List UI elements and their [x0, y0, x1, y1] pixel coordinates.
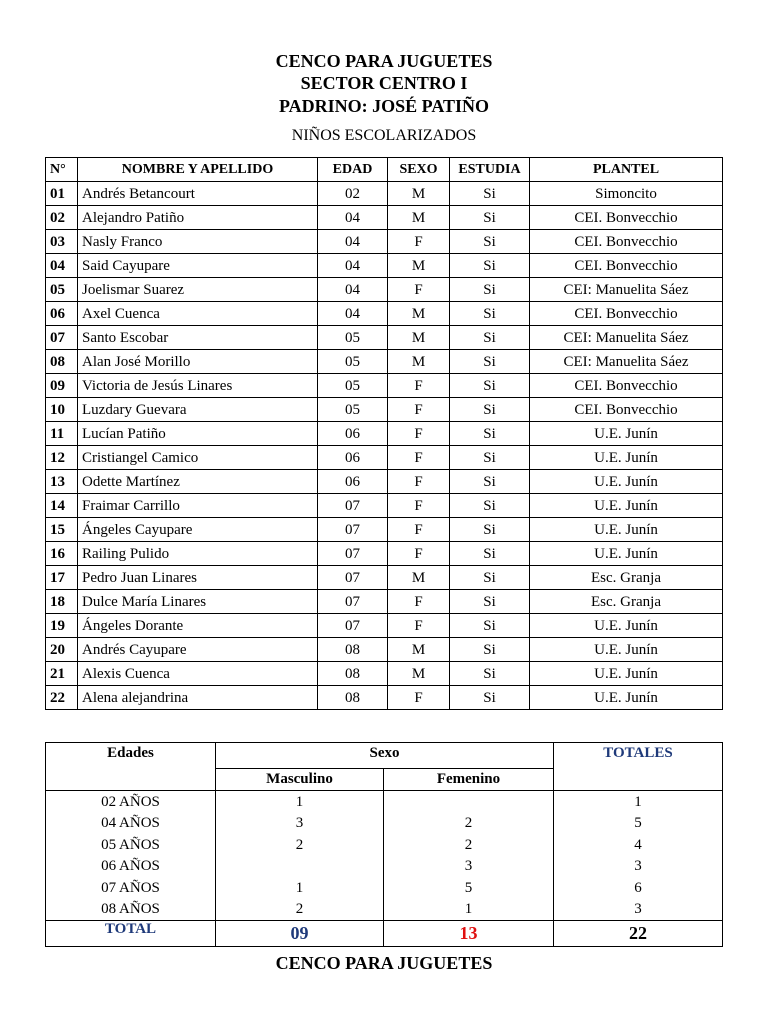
student-studies: Si — [450, 422, 530, 446]
student-age: 07 — [318, 518, 388, 542]
student-studies: Si — [450, 614, 530, 638]
col-header-name: NOMBRE Y APELLIDO — [78, 158, 318, 182]
col-header-studies: ESTUDIA — [450, 158, 530, 182]
student-studies: Si — [450, 542, 530, 566]
row-number: 15 — [46, 518, 78, 542]
row-number: 19 — [46, 614, 78, 638]
student-age: 02 — [318, 182, 388, 206]
summary-header-sex: Sexo — [216, 743, 554, 769]
summary-header-female: Femenino — [384, 769, 554, 791]
student-age: 05 — [318, 374, 388, 398]
total-label: TOTAL — [46, 921, 216, 947]
table-row — [46, 542, 723, 566]
student-school: U.E. Junín — [530, 518, 723, 542]
row-number: 13 — [46, 470, 78, 494]
table-row — [46, 302, 723, 326]
summary-row — [46, 899, 723, 921]
student-age: 06 — [318, 422, 388, 446]
student-school: U.E. Junín — [530, 422, 723, 446]
table-row — [46, 326, 723, 350]
row-number: 11 — [46, 422, 78, 446]
table-row — [46, 446, 723, 470]
summary-header-ages: Edades — [46, 743, 216, 791]
student-studies: Si — [450, 326, 530, 350]
age-group: 07 AÑOS — [46, 877, 216, 899]
student-studies: Si — [450, 398, 530, 422]
male-count: 1 — [216, 791, 384, 813]
student-name: Pedro Juan Linares — [78, 566, 318, 590]
age-group: 06 AÑOS — [46, 856, 216, 878]
student-age: 04 — [318, 206, 388, 230]
row-number: 22 — [46, 686, 78, 710]
summary-row — [46, 813, 723, 835]
student-age: 04 — [318, 302, 388, 326]
age-total: 3 — [554, 856, 723, 878]
student-name: Andrés Betancourt — [78, 182, 318, 206]
student-name: Alexis Cuenca — [78, 662, 318, 686]
student-studies: Si — [450, 446, 530, 470]
row-number: 08 — [46, 350, 78, 374]
table-row — [46, 350, 723, 374]
student-name: Nasly Franco — [78, 230, 318, 254]
table-row — [46, 278, 723, 302]
age-total: 1 — [554, 791, 723, 813]
student-school: U.E. Junín — [530, 614, 723, 638]
student-age: 05 — [318, 350, 388, 374]
table-row — [46, 254, 723, 278]
student-name: Santo Escobar — [78, 326, 318, 350]
student-school: U.E. Junín — [530, 662, 723, 686]
row-number: 07 — [46, 326, 78, 350]
row-number: 20 — [46, 638, 78, 662]
student-studies: Si — [450, 518, 530, 542]
student-sex: F — [388, 446, 450, 470]
student-studies: Si — [450, 182, 530, 206]
row-number: 03 — [46, 230, 78, 254]
student-school: Esc. Granja — [530, 566, 723, 590]
male-count — [216, 856, 384, 878]
student-name: Ángeles Dorante — [78, 614, 318, 638]
table-row — [46, 590, 723, 614]
table-row — [46, 686, 723, 710]
age-group: 05 AÑOS — [46, 834, 216, 856]
student-age: 05 — [318, 398, 388, 422]
student-name: Luzdary Guevara — [78, 398, 318, 422]
age-total: 6 — [554, 877, 723, 899]
student-sex: F — [388, 494, 450, 518]
student-sex: M — [388, 254, 450, 278]
row-number: 10 — [46, 398, 78, 422]
student-sex: F — [388, 230, 450, 254]
table-row — [46, 206, 723, 230]
student-sex: F — [388, 422, 450, 446]
student-name: Andrés Cayupare — [78, 638, 318, 662]
students-table — [45, 157, 723, 710]
student-school: CEI. Bonvecchio — [530, 374, 723, 398]
student-school: CEI. Bonvecchio — [530, 398, 723, 422]
total-female: 13 — [384, 921, 554, 947]
student-name: Axel Cuenca — [78, 302, 318, 326]
student-age: 04 — [318, 254, 388, 278]
male-count: 1 — [216, 877, 384, 899]
student-sex: F — [388, 518, 450, 542]
table-row — [46, 182, 723, 206]
summary-header-totals: TOTALES — [554, 743, 723, 791]
student-age: 07 — [318, 614, 388, 638]
student-age: 08 — [318, 638, 388, 662]
row-number: 05 — [46, 278, 78, 302]
student-school: CEI: Manuelita Sáez — [530, 278, 723, 302]
student-school: U.E. Junín — [530, 542, 723, 566]
student-sex: F — [388, 590, 450, 614]
summary-header-male: Masculino — [216, 769, 384, 791]
row-number: 01 — [46, 182, 78, 206]
col-header-sex: SEXO — [388, 158, 450, 182]
sector-title: SECTOR CENTRO I — [300, 73, 468, 93]
student-age: 06 — [318, 470, 388, 494]
row-number: 04 — [46, 254, 78, 278]
student-sex: M — [388, 182, 450, 206]
student-studies: Si — [450, 350, 530, 374]
summary-row — [46, 791, 723, 813]
age-total: 4 — [554, 834, 723, 856]
row-number: 02 — [46, 206, 78, 230]
table-row — [46, 662, 723, 686]
student-name: Dulce María Linares — [78, 590, 318, 614]
male-count: 2 — [216, 899, 384, 921]
student-sex: F — [388, 374, 450, 398]
student-age: 05 — [318, 326, 388, 350]
student-school: U.E. Junín — [530, 494, 723, 518]
row-number: 06 — [46, 302, 78, 326]
age-total: 5 — [554, 813, 723, 835]
table-row — [46, 422, 723, 446]
student-name: Alan José Morillo — [78, 350, 318, 374]
student-school: U.E. Junín — [530, 446, 723, 470]
row-number: 21 — [46, 662, 78, 686]
student-studies: Si — [450, 590, 530, 614]
table-row — [46, 518, 723, 542]
student-sex: M — [388, 566, 450, 590]
student-sex: M — [388, 662, 450, 686]
padrino-title: PADRINO: JOSÉ PATIÑO — [278, 96, 489, 116]
student-name: Victoria de Jesús Linares — [78, 374, 318, 398]
student-studies: Si — [450, 278, 530, 302]
student-name: Said Cayupare — [78, 254, 318, 278]
student-school: CEI. Bonvecchio — [530, 254, 723, 278]
student-sex: F — [388, 470, 450, 494]
table-row — [46, 638, 723, 662]
table-row — [46, 470, 723, 494]
student-name: Railing Pulido — [78, 542, 318, 566]
student-name: Joelismar Suarez — [78, 278, 318, 302]
section-subtitle: NIÑOS ESCOLARIZADOS — [291, 127, 477, 144]
table-row — [46, 398, 723, 422]
student-age: 06 — [318, 446, 388, 470]
student-school: CEI: Manuelita Sáez — [530, 326, 723, 350]
student-name: Cristiangel Camico — [78, 446, 318, 470]
col-header-school: PLANTEL — [530, 158, 723, 182]
student-sex: F — [388, 278, 450, 302]
row-number: 17 — [46, 566, 78, 590]
row-number: 18 — [46, 590, 78, 614]
row-number: 14 — [46, 494, 78, 518]
col-header-age: EDAD — [318, 158, 388, 182]
student-sex: F — [388, 686, 450, 710]
student-studies: Si — [450, 206, 530, 230]
female-count: 5 — [384, 877, 554, 899]
student-school: U.E. Junín — [530, 470, 723, 494]
footer-title: CENCO PARA JUGUETES — [275, 953, 493, 973]
student-school: CEI. Bonvecchio — [530, 230, 723, 254]
student-sex: M — [388, 302, 450, 326]
student-name: Lucían Patiño — [78, 422, 318, 446]
student-age: 07 — [318, 590, 388, 614]
student-sex: M — [388, 638, 450, 662]
student-studies: Si — [450, 254, 530, 278]
male-count: 2 — [216, 834, 384, 856]
age-group: 02 AÑOS — [46, 791, 216, 813]
student-studies: Si — [450, 302, 530, 326]
female-count — [384, 791, 554, 813]
male-count: 3 — [216, 813, 384, 835]
summary-total-row — [46, 921, 723, 947]
student-studies: Si — [450, 230, 530, 254]
student-studies: Si — [450, 494, 530, 518]
female-count: 3 — [384, 856, 554, 878]
student-school: U.E. Junín — [530, 686, 723, 710]
table-row — [46, 614, 723, 638]
student-age: 07 — [318, 542, 388, 566]
summary-row — [46, 877, 723, 899]
student-name: Odette Martínez — [78, 470, 318, 494]
table-row — [46, 230, 723, 254]
table-row — [46, 494, 723, 518]
age-group: 04 AÑOS — [46, 813, 216, 835]
row-number: 16 — [46, 542, 78, 566]
age-total: 3 — [554, 899, 723, 921]
student-school: CEI. Bonvecchio — [530, 302, 723, 326]
summary-row — [46, 856, 723, 878]
student-name: Ángeles Cayupare — [78, 518, 318, 542]
student-studies: Si — [450, 374, 530, 398]
student-sex: M — [388, 206, 450, 230]
female-count: 2 — [384, 813, 554, 835]
student-studies: Si — [450, 662, 530, 686]
student-studies: Si — [450, 470, 530, 494]
total-all: 22 — [554, 921, 723, 947]
student-name: Alena alejandrina — [78, 686, 318, 710]
student-studies: Si — [450, 686, 530, 710]
student-age: 07 — [318, 494, 388, 518]
row-number: 12 — [46, 446, 78, 470]
student-age: 07 — [318, 566, 388, 590]
col-header-number: N° — [46, 158, 78, 182]
student-school: CEI. Bonvecchio — [530, 206, 723, 230]
student-sex: F — [388, 542, 450, 566]
student-studies: Si — [450, 638, 530, 662]
student-age: 04 — [318, 278, 388, 302]
total-male: 09 — [216, 921, 384, 947]
table-row — [46, 374, 723, 398]
age-group: 08 AÑOS — [46, 899, 216, 921]
student-sex: F — [388, 614, 450, 638]
student-school: Esc. Granja — [530, 590, 723, 614]
student-age: 08 — [318, 686, 388, 710]
students-header-row — [46, 158, 723, 182]
student-sex: F — [388, 398, 450, 422]
student-school: U.E. Junín — [530, 638, 723, 662]
student-school: CEI: Manuelita Sáez — [530, 350, 723, 374]
student-age: 04 — [318, 230, 388, 254]
student-studies: Si — [450, 566, 530, 590]
summary-row — [46, 834, 723, 856]
student-school: Simoncito — [530, 182, 723, 206]
document-title: CENCO PARA JUGUETES — [275, 51, 493, 71]
female-count: 2 — [384, 834, 554, 856]
student-name: Fraimar Carrillo — [78, 494, 318, 518]
student-name: Alejandro Patiño — [78, 206, 318, 230]
row-number: 09 — [46, 374, 78, 398]
female-count: 1 — [384, 899, 554, 921]
student-sex: M — [388, 326, 450, 350]
student-age: 08 — [318, 662, 388, 686]
table-row — [46, 566, 723, 590]
summary-table — [45, 742, 723, 947]
student-sex: M — [388, 350, 450, 374]
